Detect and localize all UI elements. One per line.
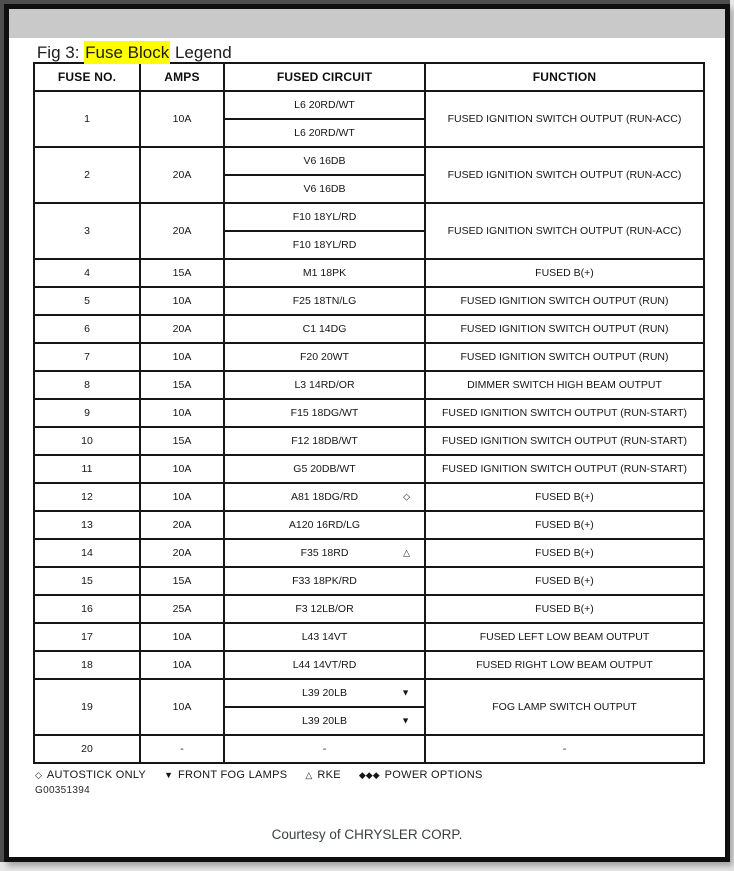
function-cell: FUSED B(+): [425, 511, 704, 539]
circuit-label: F25 18TN/LG: [292, 295, 357, 307]
footnote-item: [359, 769, 483, 781]
table-row: [34, 455, 704, 483]
table-row: [34, 147, 704, 175]
circuit-cell: [224, 679, 425, 707]
circuit-label: -: [322, 743, 327, 755]
circuit-symbol-icon: ▼: [401, 715, 410, 726]
circuit-label: F12 18DB/WT: [291, 435, 358, 447]
fuse-table: [33, 62, 705, 764]
circuit-cell: [224, 175, 425, 203]
fuse-no-cell: 6: [34, 315, 140, 343]
footnote-symbol-icon: ▼: [164, 770, 173, 780]
function-cell: FUSED IGNITION SWITCH OUTPUT (RUN-ACC): [425, 147, 704, 203]
circuit-cell: [224, 259, 425, 287]
fuse-no-cell: 10: [34, 427, 140, 455]
table-row: [34, 399, 704, 427]
table-row: [34, 679, 704, 707]
circuit-label: M1 18PK: [302, 267, 347, 279]
circuit-label: F10 18YL/RD: [292, 211, 357, 223]
circuit-label: F20 20WT: [299, 351, 349, 363]
fuse-no-cell: 3: [34, 203, 140, 259]
amps-cell: -: [140, 735, 224, 763]
circuit-label: L3 14RD/OR: [294, 379, 355, 391]
circuit-symbol-icon: ◇: [403, 491, 410, 502]
table-row: [34, 203, 704, 231]
footnote-symbol-icon: ◆◆◆: [358, 770, 380, 780]
function-cell: FUSED IGNITION SWITCH OUTPUT (RUN-ACC): [425, 203, 704, 259]
circuit-label: F15 18DG/WT: [290, 407, 359, 419]
table-row: [34, 343, 704, 371]
fuse-no-cell: 18: [34, 651, 140, 679]
circuit-label: F35 18RD: [300, 547, 349, 559]
fuse-no-cell: 7: [34, 343, 140, 371]
function-cell: FUSED B(+): [425, 567, 704, 595]
table-row: [34, 287, 704, 315]
function-cell: FUSED B(+): [425, 595, 704, 623]
title-bar: [9, 9, 725, 62]
figure-title-highlight: Fuse Block: [85, 43, 170, 62]
fuse-no-cell: 4: [34, 259, 140, 287]
function-cell: FUSED IGNITION SWITCH OUTPUT (RUN): [425, 287, 704, 315]
circuit-label: L43 14VT: [301, 631, 348, 643]
function-cell: FUSED B(+): [425, 539, 704, 567]
amps-cell: 10A: [140, 679, 224, 735]
table-row: [34, 511, 704, 539]
amps-cell: 20A: [140, 511, 224, 539]
circuit-cell: [224, 371, 425, 399]
amps-cell: 20A: [140, 147, 224, 203]
amps-cell: 20A: [140, 539, 224, 567]
circuit-cell: [224, 399, 425, 427]
table-row: [34, 371, 704, 399]
circuit-label: F10 18YL/RD: [292, 239, 357, 251]
circuit-label: A120 16RD/LG: [288, 519, 361, 531]
table-row: [34, 567, 704, 595]
function-cell: FUSED IGNITION SWITCH OUTPUT (RUN): [425, 315, 704, 343]
fuse-no-cell: 8: [34, 371, 140, 399]
figure-title-prefix: Fig 3:: [36, 43, 85, 62]
amps-cell: 15A: [140, 567, 224, 595]
circuit-label: L39 20LB: [302, 715, 347, 727]
fuse-no-cell: 20: [34, 735, 140, 763]
circuit-label: A81 18DG/RD: [290, 491, 359, 503]
circuit-cell: [224, 539, 425, 567]
circuit-symbol-icon: ▼: [401, 687, 410, 698]
column-header-amps: AMPS: [140, 63, 224, 91]
document-content: [9, 62, 725, 842]
fuse-no-cell: 11: [34, 455, 140, 483]
function-cell: FOG LAMP SWITCH OUTPUT: [425, 679, 704, 735]
circuit-cell: [224, 735, 425, 763]
symbol-legend: [35, 769, 725, 781]
footnote-symbol-icon: ◇: [35, 770, 42, 780]
circuit-cell: [224, 455, 425, 483]
function-cell: -: [425, 735, 704, 763]
amps-cell: 10A: [140, 651, 224, 679]
fuse-no-cell: 13: [34, 511, 140, 539]
circuit-label: F3 12LB/OR: [295, 603, 354, 615]
figure-title-suffix: Legend: [170, 43, 232, 62]
table-row: [34, 427, 704, 455]
fuse-no-cell: 2: [34, 147, 140, 203]
function-cell: FUSED IGNITION SWITCH OUTPUT (RUN-START): [425, 399, 704, 427]
table-row: [34, 651, 704, 679]
circuit-cell: [224, 623, 425, 651]
amps-cell: 15A: [140, 259, 224, 287]
fuse-no-cell: 5: [34, 287, 140, 315]
table-row: [34, 735, 704, 763]
circuit-cell: [224, 707, 425, 735]
fuse-no-cell: 19: [34, 679, 140, 735]
amps-cell: 10A: [140, 399, 224, 427]
circuit-label: C1 14DG: [302, 323, 347, 335]
function-cell: FUSED IGNITION SWITCH OUTPUT (RUN): [425, 343, 704, 371]
circuit-label: V6 16DB: [303, 183, 346, 195]
table-row: [34, 623, 704, 651]
footnote-label: AUTOSTICK ONLY: [46, 769, 147, 781]
function-cell: FUSED LEFT LOW BEAM OUTPUT: [425, 623, 704, 651]
circuit-label: L39 20LB: [302, 687, 347, 699]
function-cell: FUSED IGNITION SWITCH OUTPUT (RUN-ACC): [425, 91, 704, 147]
amps-cell: 15A: [140, 371, 224, 399]
function-cell: DIMMER SWITCH HIGH BEAM OUTPUT: [425, 371, 704, 399]
page-frame: [4, 4, 730, 862]
column-header-fuse-no: FUSE NO.: [34, 63, 140, 91]
circuit-cell: [224, 315, 425, 343]
circuit-label: L44 14VT/RD: [292, 659, 357, 671]
amps-cell: 10A: [140, 91, 224, 147]
amps-cell: 20A: [140, 203, 224, 259]
circuit-cell: [224, 483, 425, 511]
function-cell: FUSED B(+): [425, 483, 704, 511]
function-cell: FUSED IGNITION SWITCH OUTPUT (RUN-START): [425, 455, 704, 483]
fuse-no-cell: 9: [34, 399, 140, 427]
footnote-symbol-icon: △: [305, 770, 313, 780]
table-row: [34, 595, 704, 623]
amps-cell: 10A: [140, 623, 224, 651]
function-cell: FUSED IGNITION SWITCH OUTPUT (RUN-START): [425, 427, 704, 455]
circuit-cell: [224, 203, 425, 231]
circuit-cell: [224, 511, 425, 539]
fuse-no-cell: 12: [34, 483, 140, 511]
fuse-no-cell: 14: [34, 539, 140, 567]
amps-cell: 10A: [140, 455, 224, 483]
amps-cell: 20A: [140, 315, 224, 343]
circuit-cell: [224, 343, 425, 371]
amps-cell: 10A: [140, 343, 224, 371]
footnote-label: FRONT FOG LAMPS: [178, 769, 288, 781]
circuit-label: V6 16DB: [303, 155, 346, 167]
circuit-label: L6 20RD/WT: [294, 127, 355, 139]
fuse-table-body: [34, 91, 704, 763]
circuit-cell: [224, 91, 425, 119]
circuit-cell: [224, 567, 425, 595]
courtesy-note: Courtesy of CHRYSLER CORP.: [271, 827, 463, 842]
circuit-cell: [224, 595, 425, 623]
amps-cell: 10A: [140, 287, 224, 315]
circuit-cell: [224, 147, 425, 175]
circuit-cell: [224, 119, 425, 147]
table-row: [34, 315, 704, 343]
circuit-cell: [224, 427, 425, 455]
circuit-label: F33 18PK/RD: [292, 575, 357, 587]
table-header-row: [34, 63, 704, 91]
column-header-function: FUNCTION: [425, 63, 704, 91]
circuit-label: G5 20DB/WT: [293, 463, 356, 475]
circuit-cell: [224, 231, 425, 259]
circuit-cell: [224, 287, 425, 315]
table-row: [34, 483, 704, 511]
amps-cell: 10A: [140, 483, 224, 511]
fuse-no-cell: 1: [34, 91, 140, 147]
function-cell: FUSED B(+): [425, 259, 704, 287]
amps-cell: 15A: [140, 427, 224, 455]
footnote-item: [305, 769, 340, 781]
circuit-symbol-icon: △: [403, 547, 410, 558]
circuit-label: L6 20RD/WT: [294, 99, 355, 111]
fuse-no-cell: 15: [34, 567, 140, 595]
column-header-fused-circuit: FUSED CIRCUIT: [224, 63, 425, 91]
footnote-item: [164, 769, 287, 781]
footnote-label: RKE: [317, 769, 341, 781]
amps-cell: 25A: [140, 595, 224, 623]
circuit-cell: [224, 651, 425, 679]
table-row: [34, 539, 704, 567]
footnote-item: [35, 769, 146, 781]
fuse-no-cell: 16: [34, 595, 140, 623]
doc-code: G00351394: [35, 785, 90, 796]
function-cell: FUSED RIGHT LOW BEAM OUTPUT: [425, 651, 704, 679]
table-row: [34, 259, 704, 287]
footnote-label: POWER OPTIONS: [384, 769, 483, 781]
fuse-no-cell: 17: [34, 623, 140, 651]
table-row: [34, 91, 704, 119]
